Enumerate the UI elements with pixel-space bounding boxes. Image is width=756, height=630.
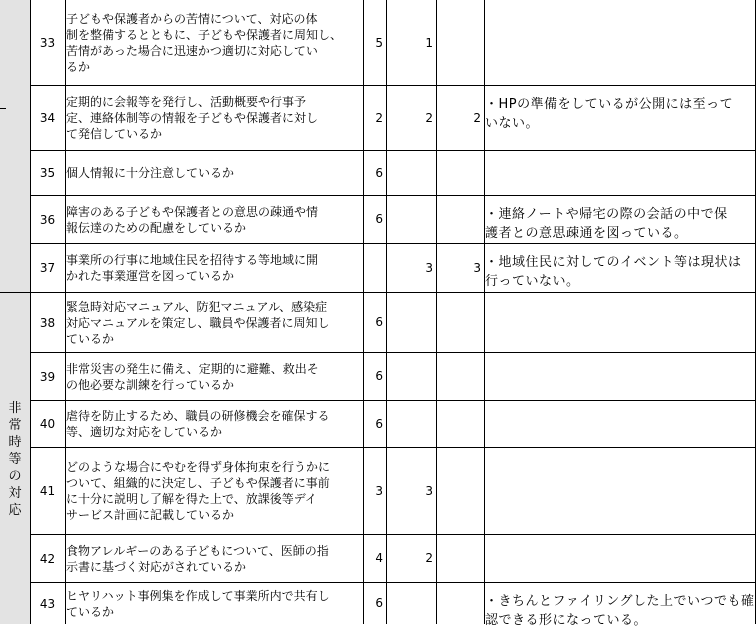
row-number: 37 xyxy=(30,244,65,292)
count-unknown xyxy=(387,195,436,243)
note-text: ・連絡ノートや帰宅の際の会話の中で保 護者との意思疎通を図っている。 xyxy=(485,207,728,241)
count-yes: 5 xyxy=(375,35,383,50)
row-number: 41 xyxy=(30,448,65,534)
count-unknown xyxy=(387,150,436,195)
category-char: 非 xyxy=(8,401,22,416)
row-number: 43 xyxy=(30,583,65,624)
count-no xyxy=(437,292,484,352)
grid-line-v xyxy=(30,0,31,624)
count-yes: 6 xyxy=(375,369,383,383)
category-char: 常 xyxy=(8,418,22,433)
item-text: 虐待を防止するため、職員の研修機会を確保する 等、適切な対応をしているか xyxy=(66,401,362,447)
count-no xyxy=(437,534,484,582)
count-no xyxy=(437,150,484,195)
grid-line-v xyxy=(484,0,485,624)
count-no xyxy=(437,0,484,85)
row-number: 36 xyxy=(30,196,65,243)
category-char: 等 xyxy=(8,452,22,467)
grid-line-h xyxy=(30,150,755,151)
item-text: ヒヤリハット事例集を作成して事業所内で共有し ているか xyxy=(66,583,362,624)
count-unknown xyxy=(387,352,436,400)
grid-line-v xyxy=(363,0,364,624)
margin-tick xyxy=(0,108,6,109)
grid-line-v xyxy=(386,0,387,624)
item-text: 個人情報に十分注意しているか xyxy=(66,151,362,195)
count-yes xyxy=(364,243,386,292)
item-text: どのような場合にやむを得ず身体拘束を行うかに ついて、組織的に決定し、子どもや保護者に事前 に十分に説明し了解を得た上で、放課後等デイ サービス計画に記載しているか xyxy=(66,448,362,534)
count-yes: 6 xyxy=(375,165,383,180)
count-yes: 3 xyxy=(375,483,383,498)
count-unknown: 2 xyxy=(425,110,433,125)
count-unknown: 3 xyxy=(425,483,433,498)
count-no: 2 xyxy=(473,110,481,125)
item-text: 事業所の行事に地域住民を招待する等地域に開 かれた事業運営を図っているか xyxy=(66,244,362,292)
grid-line-h xyxy=(30,352,755,353)
count-unknown: 2 xyxy=(425,551,433,565)
grid-line-h xyxy=(30,534,755,535)
item-text: 非常災害の発生に備え、定期的に避難、救出そ の他必要な訓練を行っているか xyxy=(66,353,362,400)
item-text: 食物アレルギーのある子どもについて、医師の指 示書に基づく対応がされているか xyxy=(66,535,362,582)
count-yes: 6 xyxy=(375,315,383,329)
grid-line-h xyxy=(30,85,755,86)
grid-line-h xyxy=(30,447,755,448)
count-no xyxy=(437,195,484,243)
note-text: ・地域住民に対してのイベント等は現状は 行っていない。 xyxy=(485,255,742,289)
row-number: 38 xyxy=(30,293,65,352)
count-yes: 6 xyxy=(375,596,383,610)
category-label xyxy=(5,400,25,519)
row-number: 40 xyxy=(30,401,65,447)
row-number: 39 xyxy=(30,353,65,400)
grid-line-v xyxy=(436,0,437,624)
item-text: 定期的に会報等を発行し、活動概要や行事予 定、連絡体制等の情報を子どもや保護者に対し て発信しているか xyxy=(66,86,362,150)
item-text: 子どもや保護者からの苦情について、対応の体 制を整備するとともに、子どもや保護者に周知し、 苦情があった場合に迅速かつ適切に対応してい るか xyxy=(66,1,362,85)
category-column-upper xyxy=(0,0,30,292)
count-no xyxy=(437,447,484,534)
category-char: 応 xyxy=(8,503,22,518)
grid-line-h xyxy=(30,292,755,293)
category-char: 時 xyxy=(8,435,22,450)
category-char: の xyxy=(8,469,22,484)
count-yes: 2 xyxy=(375,110,383,125)
row-number: 35 xyxy=(30,151,65,195)
count-yes: 6 xyxy=(375,212,383,226)
count-unknown: 1 xyxy=(425,35,433,50)
count-no xyxy=(437,400,484,447)
count-unknown xyxy=(387,400,436,447)
grid-line-v xyxy=(65,0,66,624)
count-yes: 6 xyxy=(375,416,383,431)
row-number: 33 xyxy=(30,1,65,85)
grid-line-h xyxy=(30,195,755,196)
row-number: 42 xyxy=(30,535,65,582)
category-divider xyxy=(0,292,30,293)
note-text: ・きちんとファイリングした上でいつでも確 認できる形になっている。 xyxy=(485,594,755,628)
note-text: ・HPの準備をしているが公開には至って いない。 xyxy=(485,97,734,131)
count-no: 3 xyxy=(473,260,481,275)
count-unknown xyxy=(387,292,436,352)
grid-line-h xyxy=(30,582,755,583)
item-text: 緊急時対応マニュアル、防犯マニュアル、感染症 対応マニュアルを策定し、職員や保護者に周知し ているか xyxy=(66,293,362,352)
count-yes: 4 xyxy=(375,551,383,565)
grid-line-h xyxy=(30,400,755,401)
count-no xyxy=(437,582,484,624)
count-unknown xyxy=(387,582,436,624)
category-char: 対 xyxy=(8,486,22,501)
count-no xyxy=(437,352,484,400)
grid-line-h xyxy=(30,243,755,244)
count-unknown: 3 xyxy=(425,260,433,275)
row-number: 34 xyxy=(30,86,65,150)
item-text: 障害のある子どもや保護者との意思の疎通や情 報伝達のための配慮をしているか xyxy=(66,196,362,243)
